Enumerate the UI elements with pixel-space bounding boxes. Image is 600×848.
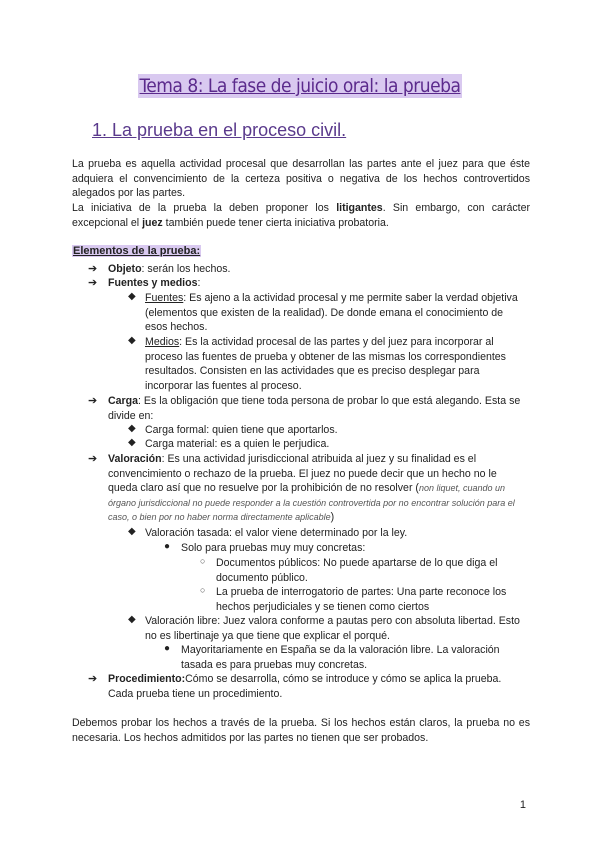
arrow-icon: ➔ (88, 277, 98, 289)
non-liquet-note: non liquet, cuando un órgano jurisdiccional no puede responder a la cuestión controvertida por no encontrar solución para el caso, o bien por no haber norma directamente aplicable (108, 483, 515, 523)
intro2-e: también puede tener cierta iniciativa probatoria. (162, 216, 389, 229)
medios-label: Medios (145, 336, 180, 348)
item-carga (108, 394, 528, 423)
item-libre: Valoración libre: Juez valora conforme a pautas pero con absoluta libertad. Esto no es libertinaje ya que tiene que explicar el porqué. (145, 615, 520, 642)
diamond-bullet-icon: ◆ (128, 614, 136, 625)
item-fuentes-medios (108, 276, 528, 291)
item-objeto (108, 262, 528, 277)
intro2-litigantes: litigantes (336, 202, 383, 214)
dot-bullet-icon: ● (164, 541, 171, 552)
item-carga-material: Carga material: es a quien le perjudica. (145, 438, 330, 450)
intro-paragraph-2 (72, 201, 530, 230)
page-title: Tema 8: La fase de juicio oral: la prueba (139, 75, 461, 97)
arrow-icon: ➔ (88, 263, 98, 275)
item-documentos: Documentos públicos: No puede apartarse de lo que diga el documento público. (216, 557, 498, 584)
fuentes-label: Fuentes (145, 292, 184, 304)
carga-text: : Es la obligación que tiene toda persona de probar lo que está alegando. Esta se divide en: (108, 395, 521, 422)
item-interrogatorio: La prueba de interrogatorio de partes: Una parte reconoce los hechos perjudiciales y se tienen como ciertos (216, 586, 507, 613)
item-valoracion (108, 452, 528, 525)
procedimiento-label: Procedimiento: (108, 673, 186, 685)
section-heading (92, 120, 346, 141)
closing-paragraph: Debemos probar los hechos a través de la prueba. Si los hechos están claros, la prueba no es necesaria. Los hechos admitidos por las partes no tienen que ser probados. (72, 717, 530, 744)
elements-heading: Elementos de la prueba: (73, 245, 201, 257)
item-mayoritaria: Mayoritariamente en España se da la valoración libre. La valoración tasada es para pruebas muy concretas. (181, 644, 500, 671)
section-heading-text: 1. La prueba en el proceso civil. (92, 120, 347, 140)
medios-text: : Es la actividad procesal de las partes y del juez para incorporar al proceso las fuentes de prueba y obtener de las mismas los correspondientes resultados. Consisten en las actividades que es preciso desplegar para incorporar las fuentes al proceso. (145, 336, 506, 392)
carga-label: Carga (108, 395, 139, 407)
arrow-icon: ➔ (88, 453, 98, 465)
dot-bullet-icon: ● (164, 643, 171, 654)
item-procedimiento (108, 672, 528, 701)
item-fuentes (145, 291, 525, 335)
arrow-icon: ➔ (88, 673, 98, 685)
objeto-label: Objeto (108, 263, 142, 275)
intro2-juez: juez (142, 216, 163, 229)
circle-bullet-icon: ○ (200, 585, 206, 595)
diamond-bullet-icon: ◆ (128, 291, 136, 302)
fuentes-medios-label: Fuentes y medios (108, 277, 198, 289)
circle-bullet-icon: ○ (200, 556, 206, 566)
arrow-icon: ➔ (88, 395, 98, 407)
valoracion-close: ) (330, 511, 335, 524)
intro2-c: . Sin embargo, con carácter excepcional el (72, 202, 530, 229)
fuentes-text: : Es ajeno a la actividad procesal y me permite saber la verdad objetiva (elementos que existen de la realidad). De donde emana el conocimiento de esos hechos. (145, 292, 518, 334)
page-number: 1 (519, 799, 526, 811)
valoracion-text: : Es una actividad jurisdiccional atribuida al juez y su finalidad es el convencimiento o rechazo de la prueba. El juez no puede decir que un hecho no le queda claro así que no resuelve por la prohibición de no resolver ( (108, 453, 497, 495)
diamond-bullet-icon: ◆ (128, 437, 136, 448)
valoracion-label: Valoración (108, 453, 162, 465)
objeto-text: : serán los hechos. (141, 263, 231, 275)
procedimiento-text: Cómo se desarrolla, cómo se introduce y cómo se aplica la prueba. Cada prueba tiene un procedimiento. (108, 673, 502, 700)
fuentes-colon: : (197, 277, 201, 289)
item-medios (145, 335, 525, 393)
diamond-bullet-icon: ◆ (128, 423, 136, 434)
intro-paragraph-1: La prueba es aquella actividad procesal que desarrollan las partes ante el juez para que éste adquiera el convencimiento de la certeza positiva o negativa de los hechos controvertidos alegados por las partes. (72, 158, 530, 200)
item-carga-formal: Carga formal: quien tiene que aportarlos. (145, 424, 338, 436)
diamond-bullet-icon: ◆ (128, 526, 136, 537)
title-wrap (0, 74, 600, 98)
item-solo: Solo para pruebas muy muy concretas: (181, 542, 366, 554)
intro2-a: La iniciativa de la prueba la deben proponer los (72, 202, 337, 214)
item-tasada: Valoración tasada: el valor viene determinado por la ley. (145, 527, 408, 539)
diamond-bullet-icon: ◆ (128, 335, 136, 346)
